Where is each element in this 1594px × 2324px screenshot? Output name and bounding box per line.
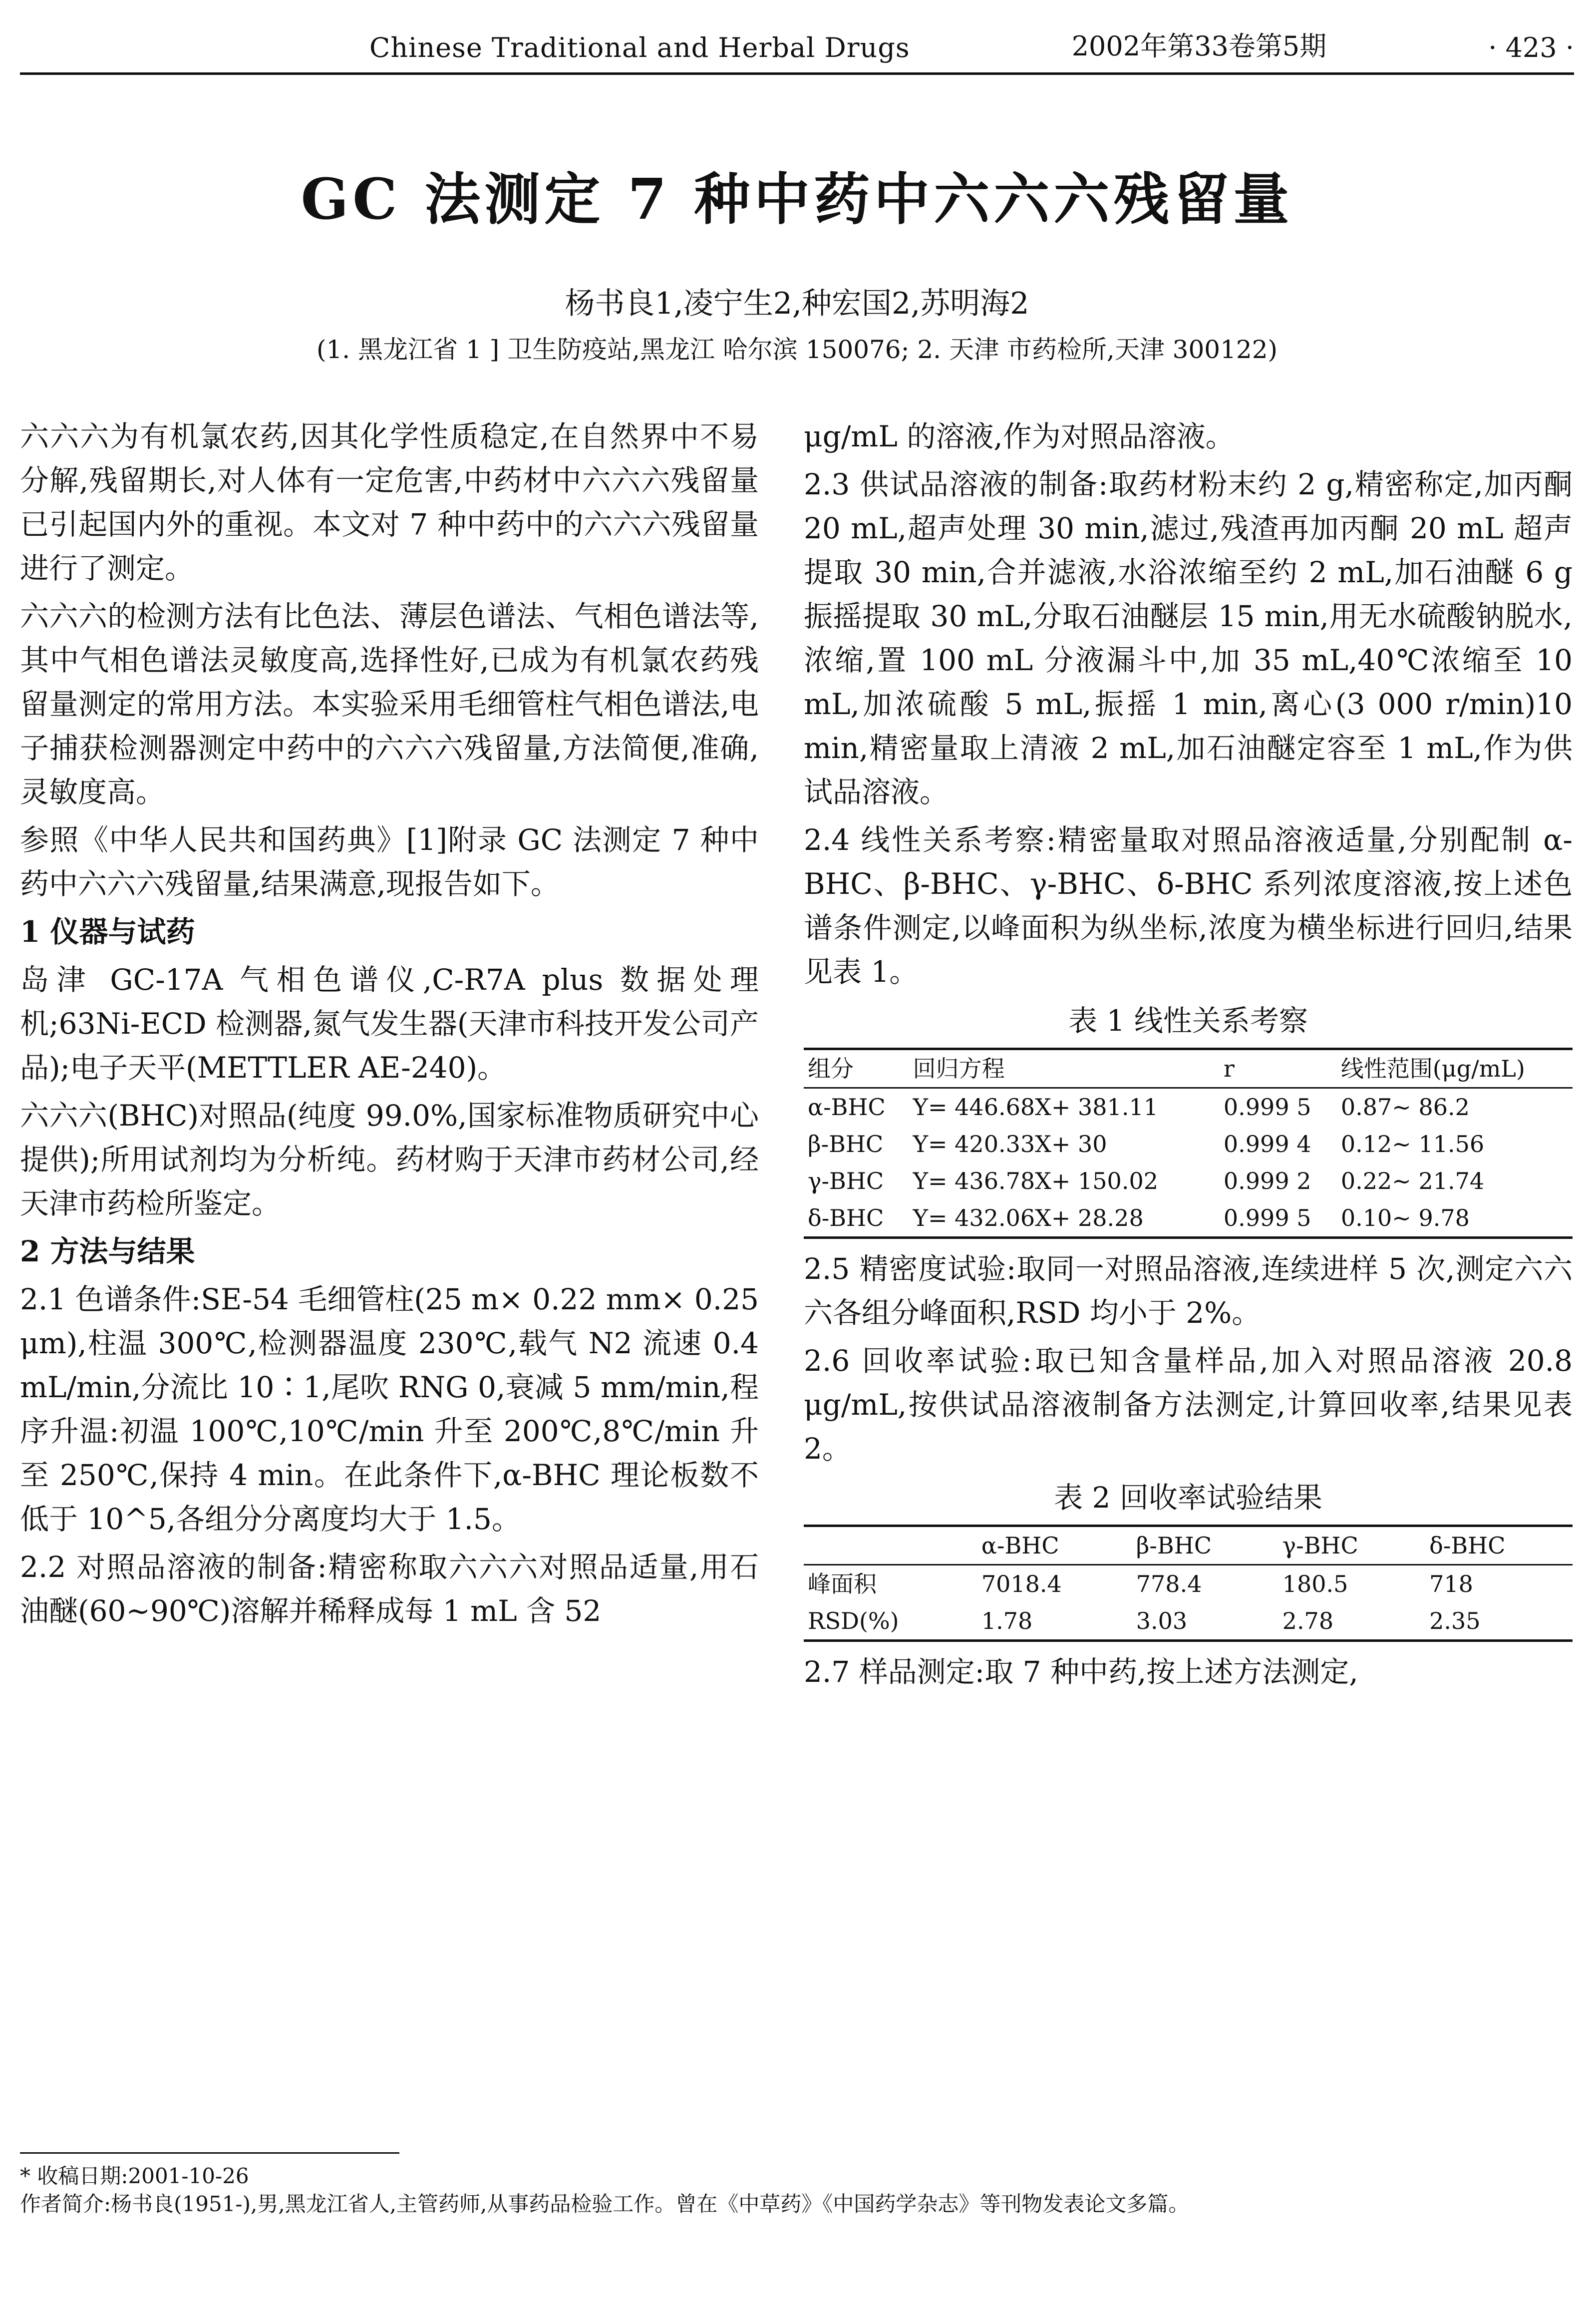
issue-info: 2002年第33卷第5期: [1071, 30, 1327, 62]
table-cell: γ-BHC: [808, 1167, 884, 1194]
table1-caption: 表 1 线性关系考察: [1068, 1004, 1308, 1038]
table-header-cell: r: [1223, 1055, 1235, 1082]
table-cell: β-BHC: [808, 1131, 884, 1158]
table-cell: 0.999 5: [1223, 1094, 1311, 1121]
table-cell: RSD(%): [808, 1607, 899, 1634]
table-cell: 0.999 2: [1223, 1167, 1311, 1194]
sample-prep-paragraph: 2.3 供试品溶液的制备:取药材粉末约 2 g,精密称定,加丙酮 20 mL,超声处理 30 min,滤过,残渣再加丙酮 20 mL 超声提取 30 min,合并滤液,水浴浓缩至约 2 mL,加石油醚 6 g 振摇提取 30 mL,分取石油醚层 15 min,用无水硫酸钠脱水,浓缩,置 100 mL 分液漏斗中,加 35 mL,40℃浓缩至 10 mL,加浓硫酸 5 mL,振摇 1 min,离心(3 000 r/min)10 min,精密量取上清液 2 mL,加石油醚定容至 1 mL,作为供试品溶液。: [804, 467, 1582, 809]
table-cell: Y= 420.33X+ 30: [913, 1131, 1107, 1158]
right-column: [804, 414, 1582, 1698]
table-header-cell: 回归方程: [913, 1055, 1005, 1082]
table-row: [804, 1199, 1573, 1238]
chromatography-conditions: 2.1 色谱条件:SE-54 毛细管柱(25 m× 0.22 mm× 0.25 μm),柱温 300℃,检测器温度 230℃,载气 N2 流速 0.4 mL/min,分流比 10∶1,尾吹 RNG 0,衰减 5 mm/min,程序升温:初温 100℃,10℃/min 升至 200℃,8℃/min 升至 250℃,保持 4 min。在此条件下,α-BHC 理论板数不低于 10^5,各组分分离度均大于 1.5。: [20, 1282, 768, 1536]
table-cell: 1.78: [981, 1607, 1033, 1634]
journal-name: Chinese Traditional and Herbal Drugs: [369, 32, 910, 63]
paper-title: GC 法测定 7 种中药中六六六残留量: [301, 167, 1293, 232]
intro-paragraph-2: 六六六的检测方法有比色法、薄层色谱法、气相色谱法等,其中气相色谱法灵敏度高,选择性好,已成为有机氯农药残留量测定的常用方法。本实验采用毛细管柱气相色谱法,电子捕获检测器测定中药中的六六六残留量,方法简便,准确,灵敏度高。: [20, 599, 759, 809]
table-cell: 3.03: [1136, 1607, 1188, 1634]
table-cell: 778.4: [1136, 1570, 1202, 1597]
sample-determination-paragraph: 2.7 样品测定:取 7 种中药,按上述方法测定,: [804, 1655, 1358, 1689]
right-paragraph-1: μg/mL 的溶液,作为对照品溶液。: [804, 419, 1235, 453]
table-header-cell: α-BHC: [981, 1532, 1059, 1559]
table2-caption: 表 2 回收率试验结果: [1054, 1481, 1322, 1515]
page-number: · 423 ·: [1488, 32, 1574, 63]
intro-paragraph-3: 参照《中华人民共和国药典》[1]附录 GC 法测定 7 种中药中六六六残留量,结果满意,现报告如下。: [20, 823, 759, 901]
affiliation: (1. 黑龙江省 1 ] 卫生防疫站,黑龙江 哈尔滨 150076; 2. 天津 市药检所,天津 300122): [316, 335, 1278, 364]
author-list: 杨书良1,凌宁生2,种宏国2,苏明海2: [565, 286, 1029, 321]
author-bio: 作者简介:杨书良(1951-),男,黑龙江省人,主管药师,从事药品检验工作。曾在《中草药》《中国药学杂志》等刊物发表论文多篇。: [20, 2192, 1190, 2216]
table-cell: 0.10~ 9.78: [1340, 1204, 1470, 1231]
reagents-paragraph: 六六六(BHC)对照品(纯度 99.0%,国家标准物质研究中心提供);所用试剂均为分析纯。药材购于天津市药材公司,经天津市药检所鉴定。: [20, 1099, 759, 1220]
section-heading-2: 2 方法与结果: [20, 1234, 195, 1268]
table-row: [804, 1162, 1573, 1199]
table-cell: 180.5: [1282, 1570, 1348, 1597]
table-cell: 2.78: [1282, 1607, 1334, 1634]
reference-solution-prep: 2.2 对照品溶液的制备:精密称取六六六对照品适量,用石油醚(60~90℃)溶解并稀释成每 1 mL 含 52: [20, 1550, 759, 1628]
table-cell: 0.12~ 11.56: [1340, 1131, 1485, 1158]
section-heading-1: 1 仪器与试药: [20, 915, 195, 949]
footnote-rule: [20, 2152, 399, 2154]
table-cell: 7018.4: [981, 1570, 1062, 1597]
table-cell: 0.22~ 21.74: [1340, 1167, 1485, 1194]
precision-paragraph: 2.5 精密度试验:取同一对照品溶液,连续进样 5 次,测定六六六各组分峰面积,RSD 均小于 2%。: [804, 1252, 1573, 1330]
table-header-cell: [804, 1526, 977, 1565]
table-cell: 718: [1429, 1570, 1473, 1597]
running-header: [20, 20, 1574, 75]
table-cell: 峰面积: [808, 1570, 877, 1597]
table-row: [804, 1602, 1573, 1641]
table-header-cell: γ-BHC: [1282, 1532, 1358, 1559]
received-date: * 收稿日期:2001-10-26: [20, 2164, 249, 2188]
footnotes: [20, 2162, 1568, 2218]
linearity-paragraph: 2.4 线性关系考察:精密量取对照品溶液适量,分别配制 α-BHC、β-BHC、γ-BHC、δ-BHC 系列浓度溶液,按上述色谱条件测定,以峰面积为纵坐标,浓度为横坐标进行回归,结果见表 1。: [804, 823, 1573, 989]
table-row: [804, 1565, 1573, 1603]
intro-paragraph-1: 六六六为有机氯农药,因其化学性质稳定,在自然界中不易分解,残留期长,对人体有一定危害,中药材中六六六残留量已引起国内外的重视。本文对 7 种中药中的六六六残留量进行了测定。: [20, 419, 759, 585]
table-cell: α-BHC: [808, 1094, 886, 1121]
table-header-cell: 组分: [808, 1055, 854, 1082]
table-cell: Y= 436.78X+ 150.02: [913, 1167, 1158, 1194]
table-header-cell: δ-BHC: [1429, 1532, 1506, 1559]
table-cell: 0.999 4: [1223, 1131, 1311, 1158]
table-cell: Y= 446.68X+ 381.11: [913, 1094, 1158, 1121]
left-column: [20, 414, 768, 1637]
table-cell: δ-BHC: [808, 1204, 884, 1231]
table-cell: Y= 432.06X+ 28.28: [913, 1204, 1144, 1231]
table-header-cell: 线性范围(μg/mL): [1340, 1055, 1525, 1082]
linearity-table: [804, 1048, 1573, 1239]
table-row: [804, 1126, 1573, 1162]
recovery-paragraph: 2.6 回收率试验:取已知含量样品,加入对照品溶液 20.8 μg/mL,按供试品溶液制备方法测定,计算回收率,结果见表 2。: [804, 1344, 1582, 1466]
instruments-paragraph: 岛津 GC-17A 气相色谱仪,C-R7A plus 数据处理机;63Ni-ECD 检测器,氮气发生器(天津市科技开发公司产品);电子天平(METTLER AE-240)。: [20, 963, 759, 1085]
table-cell: 2.35: [1429, 1607, 1481, 1634]
recovery-table: [804, 1525, 1573, 1642]
table-cell: 0.87~ 86.2: [1340, 1094, 1470, 1121]
table-row: [804, 1088, 1573, 1126]
table-header-cell: β-BHC: [1136, 1532, 1212, 1559]
table-cell: 0.999 5: [1223, 1204, 1311, 1231]
